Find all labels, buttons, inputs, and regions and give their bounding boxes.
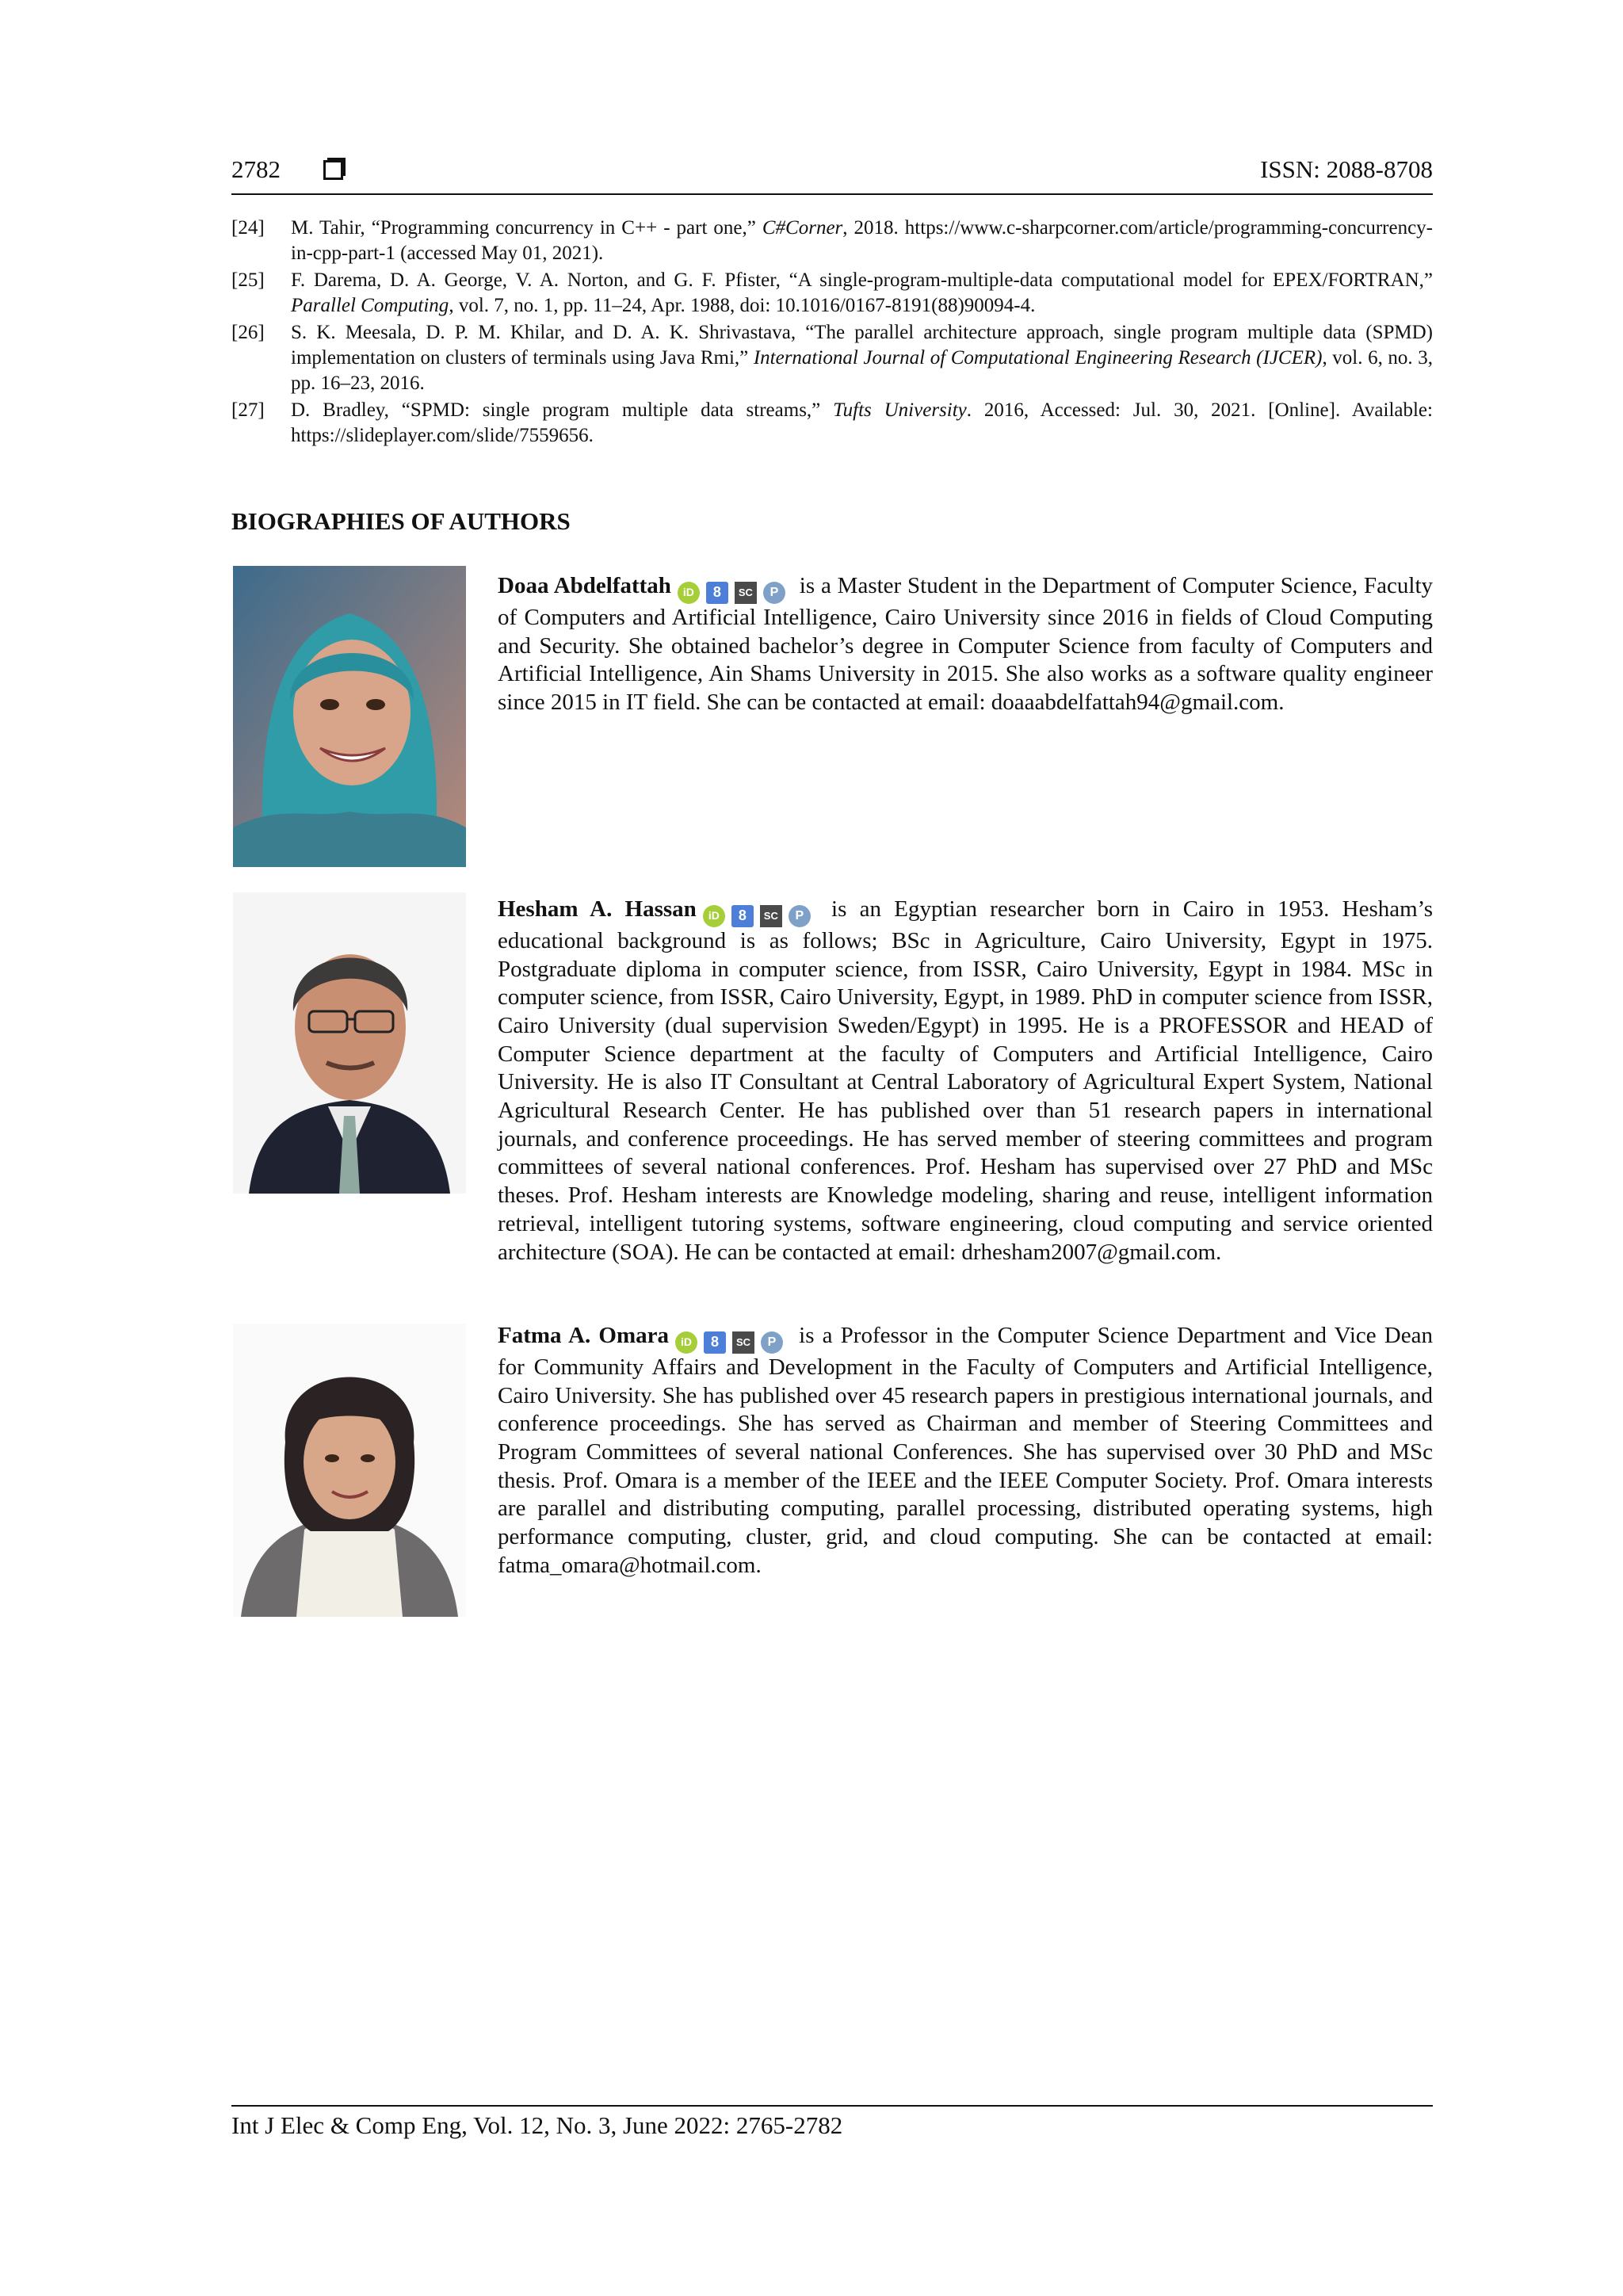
reference-item <box>231 320 1433 396</box>
publons-icon[interactable]: P <box>763 582 785 604</box>
page-footer <box>231 2105 1433 2140</box>
reference-number: [27] <box>231 399 265 421</box>
scopus-icon[interactable]: SC <box>735 582 757 604</box>
author-photo-hesham <box>233 892 466 1194</box>
reference-list <box>231 216 1433 450</box>
reference-item <box>231 216 1433 266</box>
orcid-icon[interactable]: iD <box>675 1331 697 1354</box>
section-title: BIOGRAPHIES OF AUTHORS <box>231 507 571 535</box>
page-header <box>231 155 1433 195</box>
reference-number: [25] <box>231 269 265 291</box>
reference-text: M. Tahir, “Programming concurrency in C++ - part one,” C#Corner, 2018. https://www.c-sharpcorner.com/article/programming-concurrency-in-cpp-part-1 (accessed May 01, 2021). <box>291 217 1433 264</box>
author-profile-icons <box>675 1331 783 1354</box>
author-name: Hesham A. Hassan <box>498 896 697 922</box>
reference-number: [26] <box>231 322 265 343</box>
reference-text: S. K. Meesala, D. P. M. Khilar, and D. A. K. Shrivastava, “The parallel architecture approach, single program multiple data (SPMD) implementation on clusters of terminals using Java Rmi,” International Journal of Computational Engineering Research (IJCER), vol. 6, no. 3, pp. 16–23, 2016. <box>291 322 1434 394</box>
author-bio-text: is a Professor in the Computer Science Department and Vice Dean for Community Affairs and Development in the Faculty of Computers and Artificial Intelligence, Cairo University. She has published over 45 research papers in prestigious international journals, and conference proceedings. She has served as Chairman and member of Steering Committees and Program Committees of several national Conferences. She has supervised over 30 PhD and MSc thesis. Prof. Omara is a member of the IEEE and the IEEE Computer Society. Prof. Omara interests are parallel and distributing computing, parallel processing, distributed operating systems, high performance computing, cluster, grid, and cloud computing. She can be contacted at email: fatma_omara@hotmail.com. <box>498 1323 1433 1578</box>
orcid-icon[interactable]: iD <box>678 582 700 604</box>
google-scholar-icon[interactable]: 8 <box>706 582 728 604</box>
issn-label: ISSN: 2088-8708 <box>1260 155 1433 183</box>
scopus-icon[interactable]: SC <box>760 905 782 927</box>
orcid-icon[interactable]: iD <box>703 905 725 927</box>
google-scholar-icon[interactable]: 8 <box>704 1331 726 1354</box>
reference-item <box>231 268 1433 319</box>
author-bio-fatma <box>498 1322 1433 1580</box>
journal-citation: Int J Elec & Comp Eng, Vol. 12, No. 3, June 2022: 2765-2782 <box>231 2111 843 2139</box>
square-icon <box>323 160 343 180</box>
publons-icon[interactable]: P <box>761 1331 783 1354</box>
author-name: Doaa Abdelfattah <box>498 573 671 598</box>
author-photo-fatma <box>233 1324 466 1617</box>
publons-icon[interactable]: P <box>789 905 811 927</box>
scopus-icon[interactable]: SC <box>732 1331 754 1354</box>
author-bio-doaa <box>498 572 1433 717</box>
author-bio-text: is an Egyptian researcher born in Cairo in 1953. Hesham’s educational background is as follows; BSc in Agriculture, Cairo University, Egypt in 1975. Postgraduate diploma in computer science, from ISSR, Cairo University, Egypt in 1984. MSc in computer science, from ISSR, Cairo University, Egypt, in 1989. PhD in computer science from ISSR, Cairo University (dual supervision Sweden/Egypt) in 1995. He is a PROFESSOR and HEAD of Computer Science department at the faculty of Computers and Artificial Intelligence, Cairo University. He is also IT Consultant at Central Laboratory of Agricultural Expert System, National Agricultural Research Center. He has published over than 51 research papers in international journals, and conference proceedings. He has served member of steering committees and program committees of several national conferences. Prof. Hesham has supervised over 27 PhD and MSc theses. Prof. Hesham interests are Knowledge modeling, sharing and reuse, intelligent information retrieval, intelligent tutoring systems, software engineering, cloud computing and service oriented architecture (SOA). He can be contacted at email: drhesham2007@gmail.com. <box>498 896 1433 1265</box>
reference-text: D. Bradley, “SPMD: single program multiple data streams,” Tufts University. 2016, Accessed: Jul. 30, 2021. [Online]. Available: https://slideplayer.com/slide/7559656. <box>291 399 1433 446</box>
reference-text: F. Darema, D. A. George, V. A. Norton, and G. F. Pfister, “A single-program-multiple-data computational model for EPEX/FORTRAN,” Parallel Computing, vol. 7, no. 1, pp. 11–24, Apr. 1988, doi: 10.1016/0167-8191(88)90094-4. <box>291 269 1433 316</box>
author-bio-hesham <box>498 896 1433 1266</box>
google-scholar-icon[interactable]: 8 <box>731 905 754 927</box>
reference-number: [24] <box>231 217 265 239</box>
reference-item <box>231 398 1433 449</box>
author-photo-doaa <box>233 566 466 867</box>
author-profile-icons <box>678 582 785 604</box>
author-name: Fatma A. Omara <box>498 1323 670 1348</box>
author-profile-icons <box>703 905 811 927</box>
page-number: 2782 <box>231 155 281 183</box>
author-bio-text: is a Master Student in the Department of Computer Science, Faculty of Computers and Artificial Intelligence, Cairo University since 2016 in fields of Cloud Computing and Security. She obtained bachelor’s degree in Computer Science from faculty of Computers and Artificial Intelligence, Ain Shams University in 2015. She also works as a software quality engineer since 2015 in IT field. She can be contacted at email: doaaabdelfattah94@gmail.com. <box>498 573 1433 715</box>
